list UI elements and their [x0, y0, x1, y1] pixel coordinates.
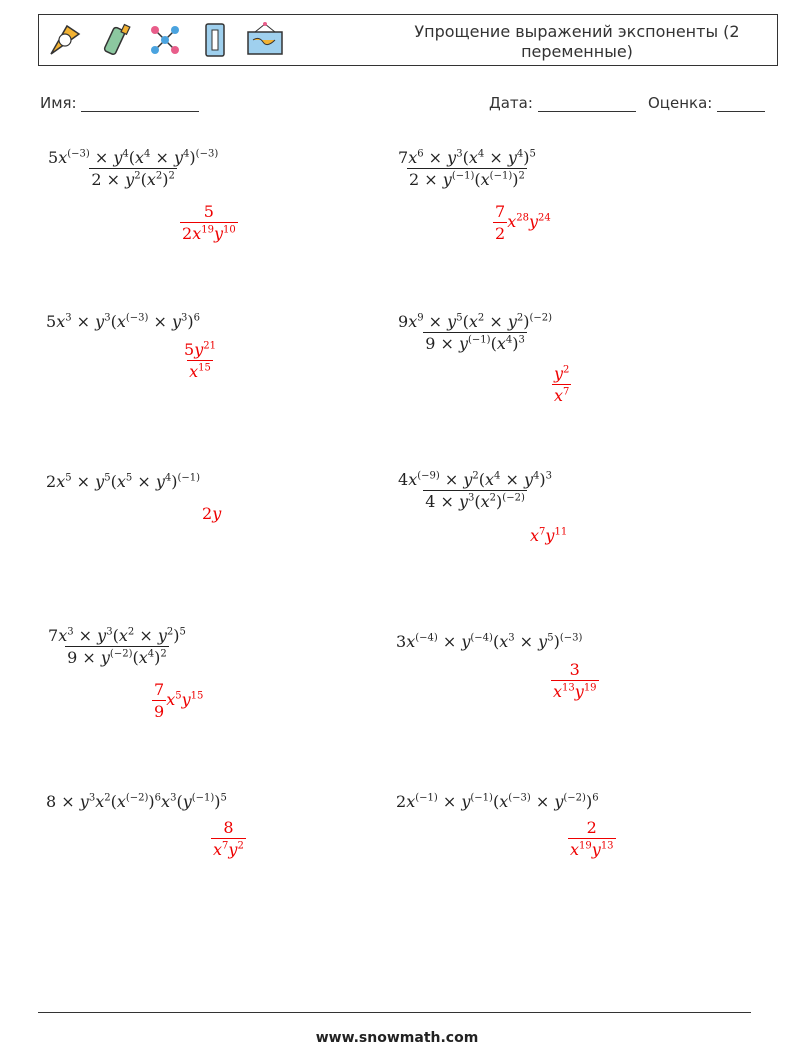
footer-divider	[38, 1012, 751, 1013]
name-field[interactable]	[40, 94, 199, 112]
problem-10: $2x^{(-1)} \times y^{(-1)}(x^{(-3)} \times y^{(-2)})^6$	[396, 792, 599, 811]
ruler-icon	[195, 20, 235, 60]
answer-3: $\frac{5y^{21}}{x^{15}}$	[184, 340, 216, 381]
problem-2: $\frac{7x^6 \times y^3(x^4 \times y^4)^5}{2 \times y^{(-1)}(x^{(-1)})^2}$	[398, 148, 536, 189]
problem-4: $\frac{9x^9 \times y^5(x^2 \times y^2)^{(-2)}}{9 \times y^{(-1)}(x^4)^3}$	[398, 312, 553, 353]
problem-9: $8 \times y^3x^2(x^{(-2)})^6x^3(y^{(-1)})^5$	[46, 792, 227, 811]
problem-3: $5x^3 \times y^3(x^{(-3)} \times y^3)^6$	[46, 312, 201, 331]
problem-7: $\frac{7x^3 \times y^3(x^2 \times y^2)^5}{9 \times y^{(-2)}(x^4)^2}$	[48, 626, 186, 667]
marker-icon	[95, 20, 135, 60]
answer-1: $\frac{5}{2x^{19}y^{10}}$	[182, 202, 236, 243]
worksheet-header	[38, 14, 778, 66]
problem-1: $\frac{5x^{(-3)} \times y^4(x^4 \times y^4)^{(-3)}}{2 \times y^2(x^2)^2}$	[48, 148, 219, 189]
answer-9: $\frac{8}{x^7y^2}$	[213, 818, 244, 859]
footer-url[interactable]: www.snowmath.com	[315, 1030, 479, 1046]
protractor-icon	[45, 20, 85, 60]
problem-6: $\frac{4x^{(-9)} \times y^2(x^4 \times y^4)^3}{4 \times y^3(x^2)^{(-2)}}$	[398, 470, 553, 511]
answer-6: $x^7y^{11}$	[530, 526, 568, 545]
answer-2: $\frac{7}{2}$ $x^{28}y^{24}$	[495, 202, 551, 243]
answer-5: 2y	[202, 504, 222, 523]
date-label: Дата:	[489, 94, 533, 112]
molecule-icon	[145, 20, 185, 60]
problem-5: $2x^5 \times y^5(x^5 \times y^4)^{(-1)}$	[46, 472, 201, 491]
answer-7: $\frac{7}{9}$ $x^5y^{15}$	[154, 680, 204, 721]
date-field[interactable]	[489, 94, 636, 112]
header-icons	[45, 20, 285, 60]
grade-label: Оценка:	[648, 94, 713, 112]
grade-field[interactable]	[648, 94, 765, 112]
worksheet-title: Упрощение выражений экспоненты (2 переменные)	[414, 22, 740, 61]
answer-10: $\frac{2}{x^{19}y^{13}}$	[570, 818, 614, 859]
map-icon	[245, 20, 285, 60]
answer-8: $\frac{3}{x^{13}y^{19}}$	[553, 660, 597, 701]
problem-8: $3x^{(-4)} \times y^{(-4)}(x^3 \times y^5)^{(-3)}$	[396, 632, 583, 651]
name-label: Имя:	[40, 94, 77, 112]
answer-4: $\frac{y^2}{x^7}$	[554, 364, 570, 405]
